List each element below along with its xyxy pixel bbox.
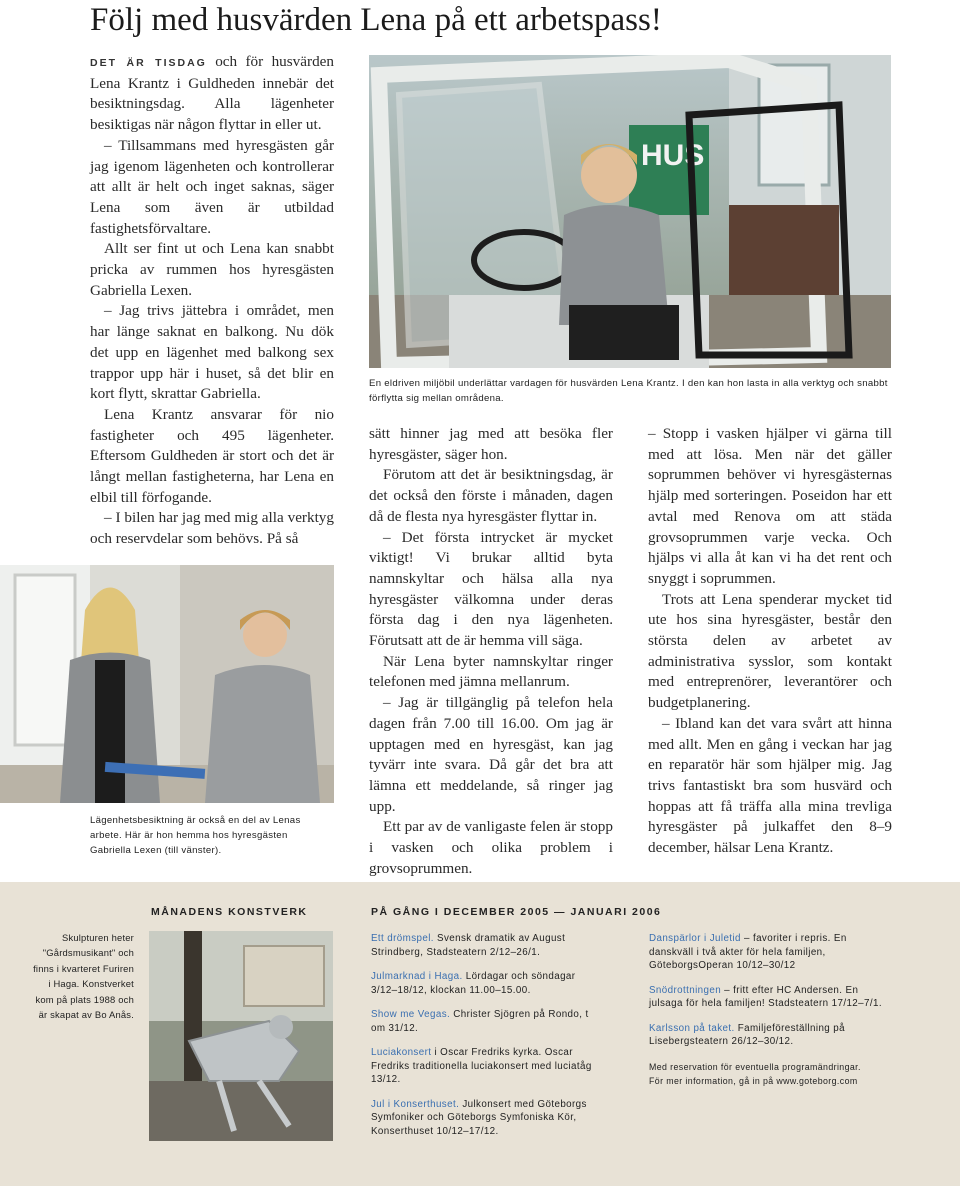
event-item: Julmarknad i Haga. Lördagar och söndagar 3/12–18/12, klockan 11.00–15.00.	[371, 971, 576, 996]
article-paragraph: – Det första intrycket är mycket viktigt! Vi brukar alltid byta namnskyltar och hälsa alla nya hyresgäster välkomna under deras första dag i den nya lägenheten. Förutsatt att de är hemma vill säga.	[369, 528, 613, 650]
electric-car-photo	[369, 55, 891, 368]
lead-caps: DET ÄR TISDAG	[90, 57, 207, 69]
page-title: Följ med husvärden Lena på ett arbetspass!	[90, 2, 662, 38]
article-paragraph: DET ÄR TISDAG och för husvärden Lena Krantz i Guldheden innebär det besiktningsdag. Alla lägenheter besiktigas när någon flyttar in eller ut.	[90, 53, 334, 134]
article-column-2	[369, 424, 613, 879]
events-column-2	[649, 932, 889, 1088]
article-paragraph: – Jag är tillgänglig på telefon hela dagen från 7.00 till 16.00. Om jag är upptagen med en hyresgäst, kan jag tyvärr inte svara. Då går det bra att lämna ett meddelande, så ringer jag upp.	[369, 694, 613, 815]
events-heading: PÅ GÅNG I DECEMBER 2005 — JANUARI 2006	[371, 906, 662, 918]
article-paragraph: Ett par av de vanligaste felen är stopp i vasken och olika problem i grovsoprummen.	[369, 818, 613, 877]
event-item: Luciakonsert i Oscar Fredriks kyrka. Oscar Fredriks traditionella luciakonsert med luciatåg 13/12.	[371, 1047, 592, 1085]
car-photo-caption: En eldriven miljöbil underlättar vardagen för husvärden Lena Krantz. I den kan hon lasta in alla verktyg och snabbt förflytta sig mellan områdena.	[369, 378, 888, 404]
article-paragraph: – I bilen har jag med mig alla verktyg och reservdelar som behövs. På så	[90, 509, 334, 548]
inspection-photo-caption: Lägenhetsbesiktning är också en del av Lenas arbete. Här är hon hemma hos hyresgästen Gabriella Lexen (till vänster).	[90, 815, 301, 856]
article-paragraph: När Lena byter namnskyltar ringer telefonen med jämna mellanrum.	[369, 652, 613, 691]
article-paragraph: Allt ser fint ut och Lena kan snabbt pricka av rummen hos hyresgästen Gabriella Lexen.	[90, 240, 334, 299]
article-paragraph: Lena Krantz ansvarar för nio fastigheter och 495 lägenheter. Eftersom Guldheden är stort och det är långt mellan fastigheterna, har Lena en elbil till förfogande.	[90, 405, 334, 506]
event-item: Show me Vegas. Christer Sjögren på Rondo, t om 31/12.	[371, 1009, 589, 1034]
artwork-heading: MÅNADENS KONSTVERK	[151, 906, 308, 918]
event-item: Karlsson på taket. Familjeföreställning på Lisebergsteatern 26/12–30/12.	[649, 1022, 845, 1047]
article-paragraph: – Tillsammans med hyresgästen går jag igenom lägenheten och kontrollerar att allt är helt och inget saknas, säger Lena som även är utbildad fastighetsförvaltare.	[90, 136, 334, 237]
article-paragraph: Trots att Lena spenderar mycket tid ute hos sina hyresgäster, består den största delen av arbetet av administrativa sysslor, som kontakt med entreprenörer, leverantörer och budgetplanering.	[648, 590, 892, 712]
article-paragraph: sätt hinner jag med att besöka fler hyresgäster, säger hon.	[369, 425, 613, 463]
events-column-1	[371, 932, 593, 1149]
event-item: Ett drömspel. Svensk dramatik av August Strindberg, Stadsteatern 2/12–26/1.	[371, 933, 566, 958]
event-item: Jul i Konserthuset. Julkonsert med Göteborgs Symfoniker och Göteborgs Symfoniska Kör, Konserthuset 10/12–17/12.	[371, 1098, 587, 1137]
program-note: Med reservation för eventuella programändringar.	[649, 1061, 861, 1072]
article-paragraph: Förutom att det är besiktningsdag, är det också den förste i månaden, dagen då de flesta nya hyresgäster flyttar in.	[369, 466, 613, 525]
sculpture-caption: Skulpturen heter "Gårdsmusikant" och finns i kvarteret Furiren i Haga. Konstverket kom på plats 1988 och är skapat av Bo Anås.	[33, 932, 134, 1021]
svg-text:HUS: HUS	[641, 139, 705, 172]
article-paragraph: – Ibland kan det vara svårt att hinna med allt. Men en gång i veckan har jag en reparatör här som hjälper mig. Jag trivs fantastiskt bra som husvärd och hoppas att få träffa alla mina trevliga hyresgäster på julkaffet den 8–9 december, hälsar Lena Krantz.	[648, 714, 892, 857]
more-info-note: För mer information, gå in på www.goteborg.com	[649, 1075, 858, 1086]
event-item: Snödrottningen – fritt efter HC Andersen. En julsaga för hela familjen! Stadsteatern 17/12–7/1.	[649, 984, 882, 1009]
article-paragraph: – Jag trivs jättebra i området, men har länge saknat en balkong. Nu dök det upp en lägenhet med balkong sex trappor upp här i huset, så det blir en kort flytt, skrattar Gabriella.	[90, 302, 334, 403]
event-item: Danspärlor i Juletid – favoriter i repris. En danskväll i två akter för hela familjen, GöteborgsOperan 10/12–30/12	[649, 933, 847, 971]
article-paragraph: – Stopp i vasken hjälper vi gärna till med att lösa. Men när det gäller soprummen behöver vi hyresgästernas hjälp med sorteringen. Poseidon har ett avtal med Renova om att städa grovsoprummen varje vecka. Och hjälps vi alla åt kan vi ha det rent och snyggt i soprummen.	[648, 425, 892, 587]
sculpture-photo	[149, 931, 333, 1141]
inspection-photo	[0, 565, 334, 803]
article-column-3	[648, 424, 892, 859]
article-column-1	[90, 52, 334, 550]
